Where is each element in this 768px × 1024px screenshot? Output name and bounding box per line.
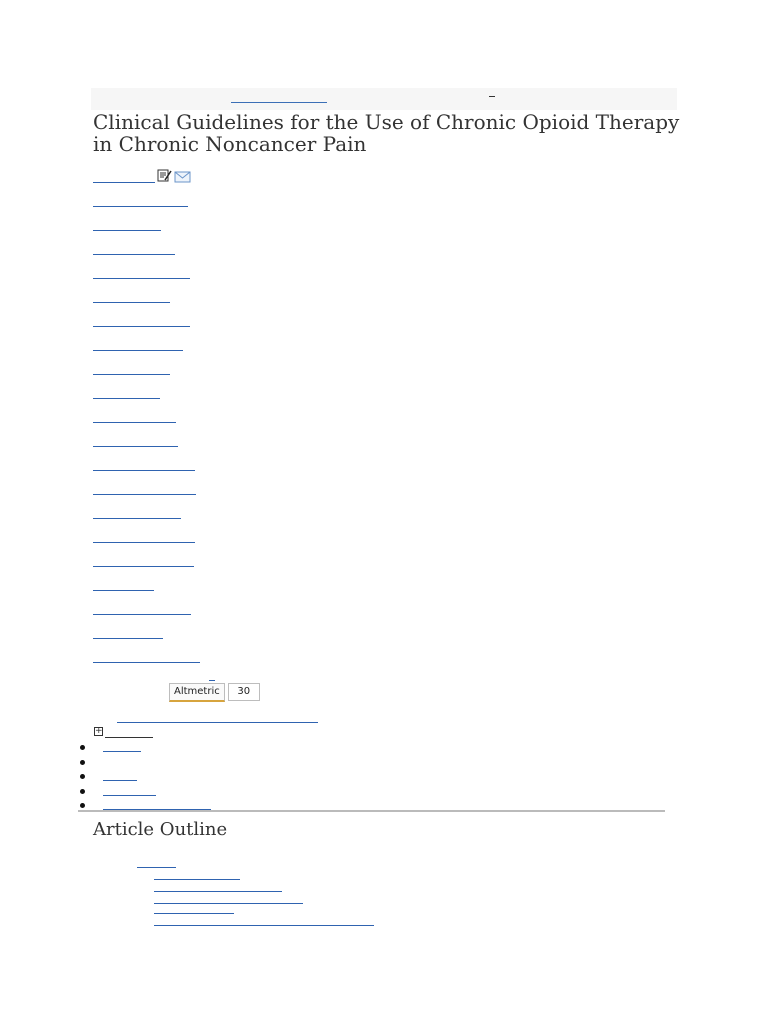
outline-sublink[interactable] xyxy=(154,925,374,926)
bullet-icon xyxy=(80,789,85,794)
top-bar-link[interactable] xyxy=(231,102,327,103)
author-link[interactable] xyxy=(93,614,191,615)
outline-sublink[interactable] xyxy=(154,879,240,880)
article-tools xyxy=(157,169,191,185)
list-item xyxy=(80,740,280,755)
author-link[interactable] xyxy=(93,446,178,447)
bullet-icon xyxy=(80,745,85,750)
author-link[interactable] xyxy=(93,638,163,639)
article-title: Clinical Guidelines for the Use of Chronic Opioid Therapy in Chronic Noncancer Pain xyxy=(93,110,680,156)
author-link[interactable] xyxy=(93,302,170,303)
author-link[interactable] xyxy=(93,350,183,351)
expand-icon[interactable]: + xyxy=(95,726,103,736)
list-item-link[interactable] xyxy=(103,795,156,796)
bullet-icon xyxy=(80,803,85,808)
doi-link[interactable] xyxy=(117,722,318,723)
top-bar xyxy=(91,88,677,110)
altmetric-widget[interactable] xyxy=(169,683,260,701)
footnote-link[interactable] xyxy=(209,680,215,681)
author-link[interactable] xyxy=(93,182,155,183)
author-link[interactable] xyxy=(93,254,175,255)
outline-sublink[interactable] xyxy=(154,891,282,892)
author-link[interactable] xyxy=(93,230,161,231)
outline-sublink[interactable] xyxy=(154,903,303,904)
author-link[interactable] xyxy=(93,590,154,591)
minimize-icon[interactable] xyxy=(489,96,495,97)
list-item-link[interactable] xyxy=(103,751,141,752)
section-divider xyxy=(78,810,665,812)
author-link[interactable] xyxy=(93,398,160,399)
author-link[interactable] xyxy=(93,518,181,519)
expand-label[interactable] xyxy=(105,737,153,738)
article-nav-list xyxy=(80,740,280,813)
outline-link[interactable] xyxy=(137,867,176,868)
author-link[interactable] xyxy=(93,278,190,279)
list-item xyxy=(80,769,280,784)
author-link[interactable] xyxy=(93,662,200,663)
bullet-icon xyxy=(80,760,85,765)
author-link[interactable] xyxy=(93,326,190,327)
author-link[interactable] xyxy=(93,422,176,423)
author-link[interactable] xyxy=(93,542,195,543)
mail-icon[interactable] xyxy=(174,169,191,183)
bullet-icon xyxy=(80,774,85,779)
list-item xyxy=(80,755,280,770)
author-link[interactable] xyxy=(93,566,194,567)
author-link[interactable] xyxy=(93,470,195,471)
outline-sublink[interactable] xyxy=(154,913,234,914)
list-item xyxy=(80,784,280,799)
altmetric-badge[interactable]: Altmetric xyxy=(169,683,225,702)
list-item-link[interactable] xyxy=(103,780,137,781)
altmetric-score[interactable]: 30 xyxy=(228,683,260,701)
note-icon[interactable] xyxy=(157,169,172,183)
article-outline-heading: Article Outline xyxy=(93,819,228,840)
author-link[interactable] xyxy=(93,206,188,207)
author-link[interactable] xyxy=(93,374,170,375)
author-link[interactable] xyxy=(93,494,196,495)
